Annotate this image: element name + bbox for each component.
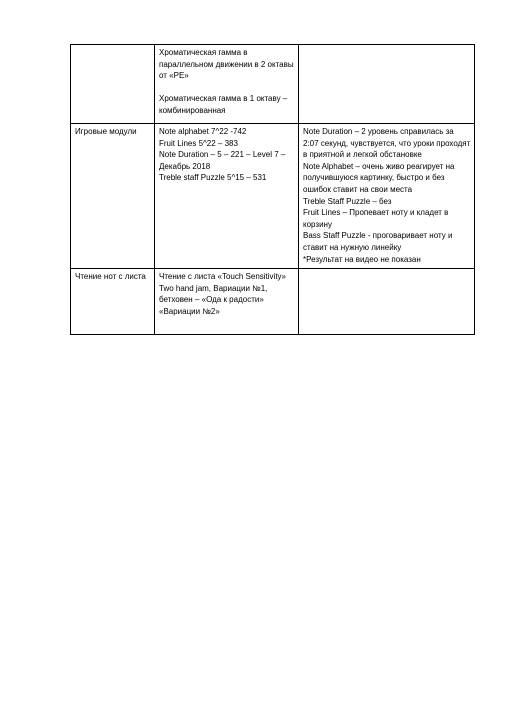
sight-reading-label: Чтение нот с листа: [75, 272, 146, 282]
treble-staff-comment: Treble Staff Puzzle – без: [303, 196, 392, 206]
bass-staff-comment: Bass Staff Puzzle - проговаривает ноту и ставит на нужную линейку: [303, 231, 453, 252]
variations-2-text: «Вариации №2»: [159, 306, 220, 316]
video-result-note: *Результат на видео не показан: [303, 254, 421, 264]
note-duration-result: Note Duration – 5 – 221 – Level 7 – Декабрь 2018: [159, 150, 286, 171]
note-alphabet-result: Note alphabet 7^22 -742: [159, 127, 247, 136]
chromatic-scale-parallel-text: Хроматическая гамма в параллельном движении в 2 октавы от «РЕ»: [159, 48, 294, 81]
table-row: [71, 124, 475, 269]
row2-content-cell: [155, 124, 299, 269]
row3-notes-cell: [299, 269, 475, 335]
paragraph-gap: [159, 82, 295, 94]
game-modules-label: Игровые модули: [75, 127, 137, 136]
row1-content-cell: [155, 45, 299, 124]
row2-category-cell: [71, 124, 155, 269]
row1-category-cell: [71, 45, 155, 124]
fruit-lines-result: Fruit Lines 5^22 – 383: [159, 138, 238, 148]
row2-notes-cell: [299, 124, 475, 269]
fruit-lines-comment: Fruit Lines – Пропевает ноту и кладет в корзину: [303, 208, 449, 229]
table-row: [71, 269, 475, 335]
two-hand-jam-text: Two hand jam, Вариации №1, бетховен – «Ода к радости»: [159, 283, 268, 305]
treble-staff-puzzle-result: Treble staff Puzzle 5^15 – 531: [159, 173, 267, 183]
row3-category-cell: [71, 269, 155, 335]
note-duration-comment: Note Duration – 2 уровень справилась за 2:07 секунд, чувствуется, что уроки проходят в приятной и легкой обстановке: [303, 127, 471, 160]
lesson-report-table: [70, 44, 475, 335]
note-alphabet-comment: Note Alphabet – очень живо реагирует на получившуюся картинку, быстро и без ошибок ставит на свои места: [303, 161, 455, 194]
touch-sensitivity-text: Чтение с листа «Touch Sensitivity»: [159, 272, 286, 282]
table-row: [71, 45, 475, 124]
row3-content-cell: [155, 269, 299, 335]
chromatic-scale-combined-text: Хроматическая гамма в 1 октаву – комбинированная: [159, 94, 288, 115]
row1-notes-cell: [299, 45, 475, 124]
